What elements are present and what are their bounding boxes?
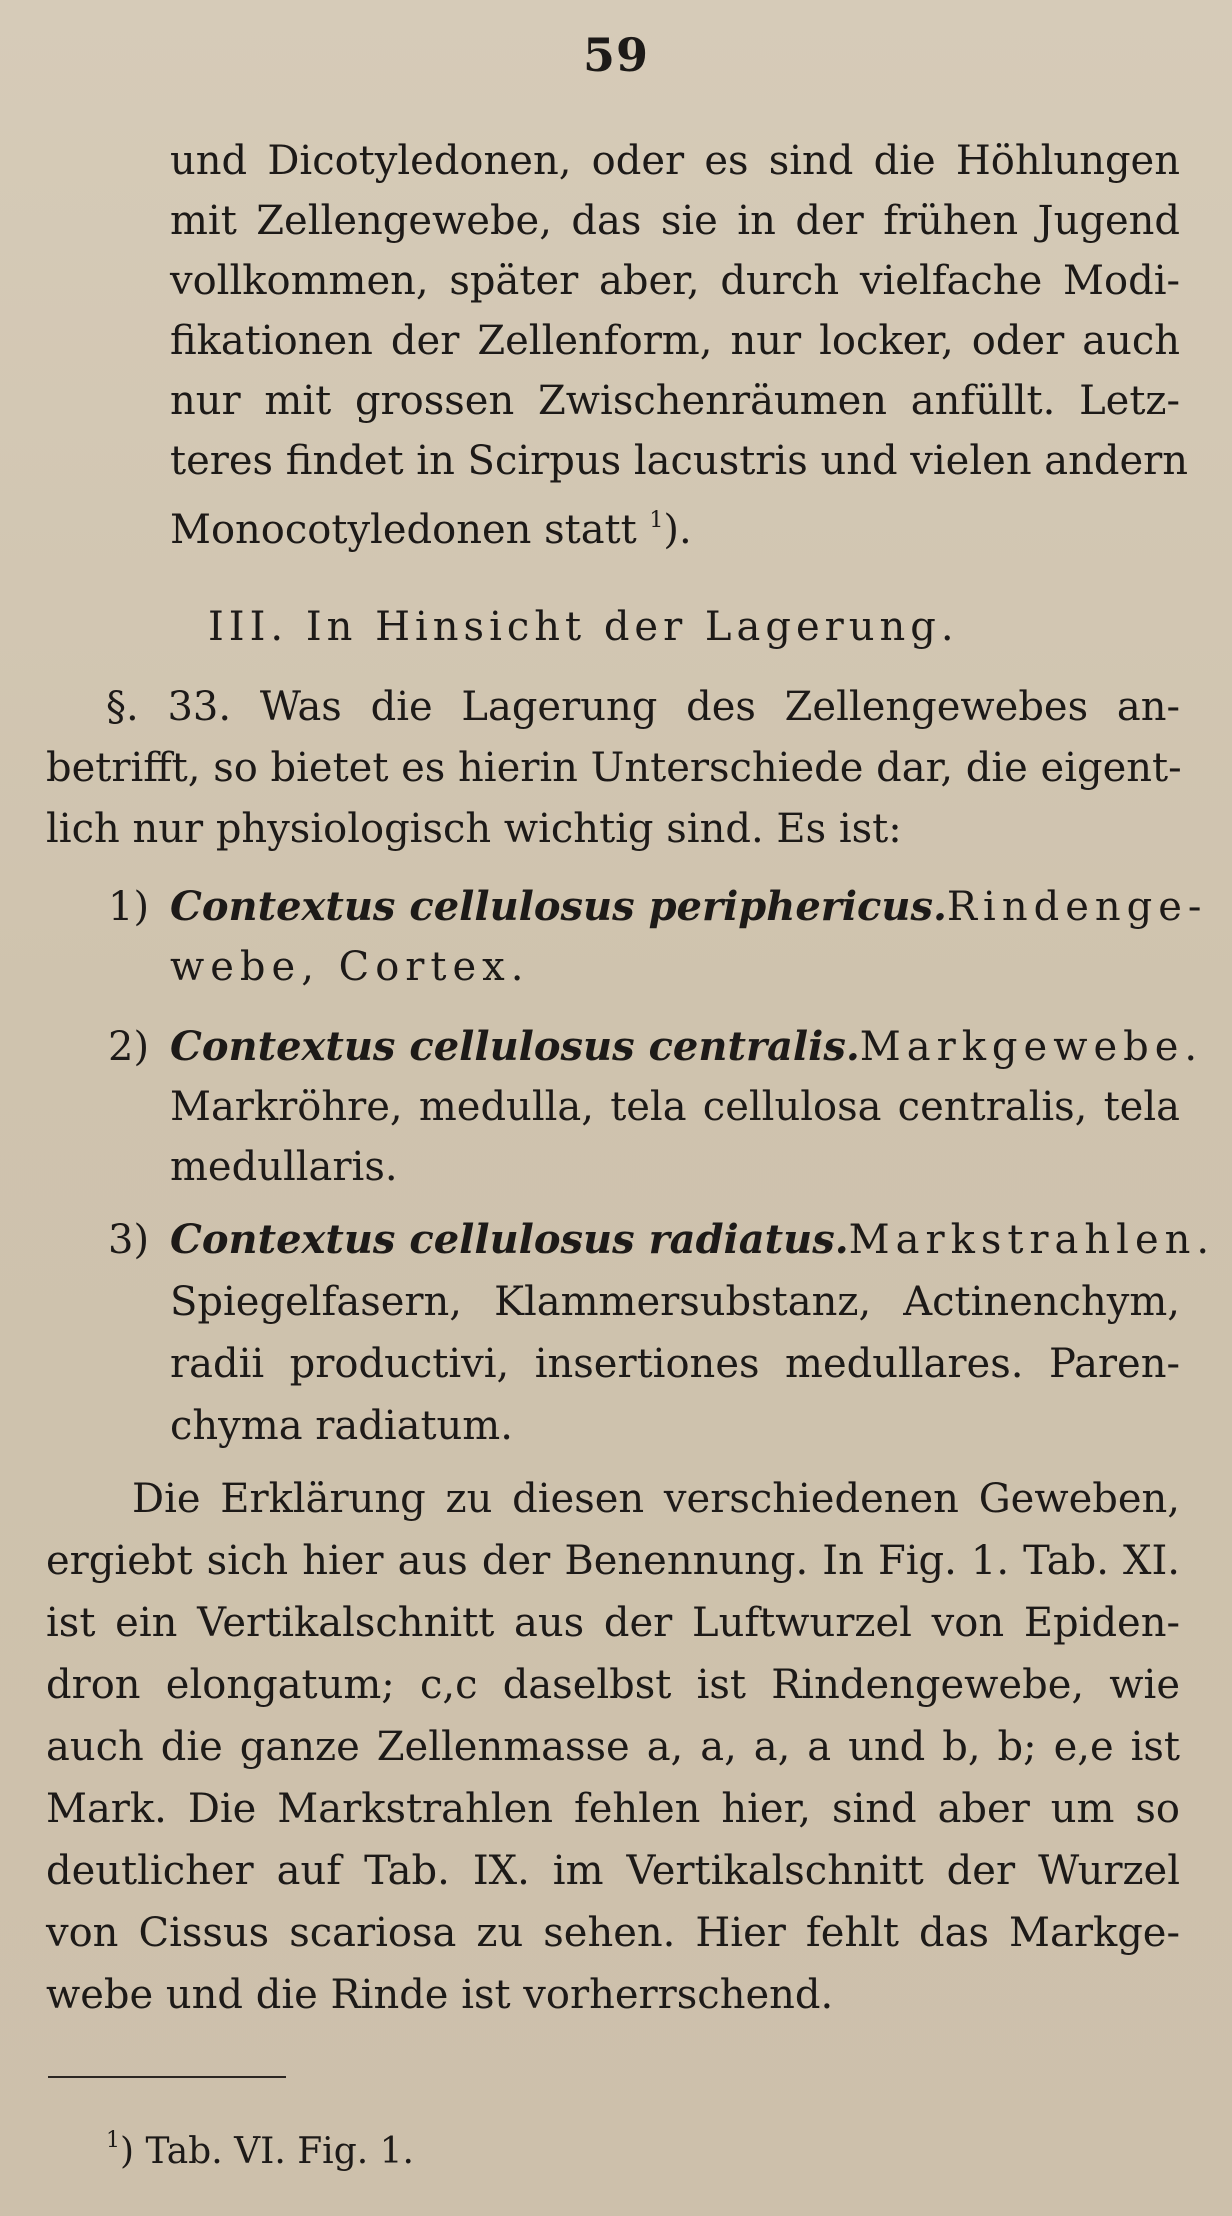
text-line: Markröhre, medulla, tela cellulosa centralis, tela [170, 1084, 1180, 1130]
item-title-line [170, 1017, 1204, 1077]
latin-term: Contextus cellulosus centralis. [170, 1023, 860, 1070]
text-line: webe und die Rinde ist vorherrschend. [46, 1972, 834, 2018]
text-line: deutlicher auf Tab. IX. im Vertikalschnitt der Wurzel [46, 1848, 1180, 1894]
item-title-line [170, 877, 1208, 937]
text-line: fikationen der Zellenform, nur locker, oder auch [170, 318, 1180, 364]
text-line: vollkommen, später aber, durch vielfache Modi- [170, 258, 1180, 304]
text-line: Spiegelfasern, Klammersubstanz, Actinenchym, [170, 1279, 1180, 1325]
text-line: auch die ganze Zellenmasse a, a, a, a und b, b; e,e ist [46, 1724, 1180, 1770]
latin-term: Contextus cellulosus periphericus. [170, 883, 947, 930]
text-line: ergiebt sich hier aus der Benennung. In Fig. 1. Tab. XI. [46, 1538, 1180, 1584]
line-text: Monocotyledonen statt [170, 507, 637, 553]
item-title-line [170, 1210, 1216, 1270]
footnote-ref: 1 [649, 508, 664, 533]
line-tail: ). [663, 507, 692, 553]
german-term: Rindenge- [946, 884, 1208, 930]
footnote [106, 2128, 414, 2172]
text-line: von Cissus scariosa zu sehen. Hier fehlt das Markge- [46, 1910, 1180, 1956]
section-heading: III. In Hinsicht der Lagerung. [208, 604, 959, 650]
text-line: betrifft, so bietet es hierin Unterschiede dar, die eigent- [46, 745, 1182, 791]
text-line: nur mit grossen Zwischenräumen anfüllt. Letz- [170, 378, 1180, 424]
text-line: lich nur physiologisch wichtig sind. Es ist: [46, 806, 902, 852]
text-line: webe, Cortex. [170, 944, 530, 990]
text-line: chyma radiatum. [170, 1403, 513, 1449]
german-term: Markgewebe. [859, 1024, 1204, 1070]
text-line: und Dicotyledonen, oder es sind die Höhlungen [170, 138, 1180, 184]
text-line: teres findet in Scirpus lacustris und vielen andern [170, 438, 1189, 484]
footnote-divider [48, 2076, 286, 2078]
text-line: ist ein Vertikalschnitt aus der Luftwurzel von Epiden- [46, 1600, 1180, 1646]
item-number: 3) [108, 1217, 150, 1263]
german-term: Markstrahlen. [848, 1217, 1216, 1263]
footnote-text: ) Tab. VI. Fig. 1. [120, 2131, 414, 2172]
item-number: 2) [108, 1024, 150, 1070]
text-line: dron elongatum; c,c daselbst ist Rindengewebe, wie [46, 1662, 1180, 1708]
item-number: 1) [108, 884, 150, 930]
text-line: Die Erklärung zu diesen verschiedenen Geweben, [132, 1476, 1180, 1522]
latin-term: Contextus cellulosus radiatus. [170, 1216, 849, 1263]
text-line: §. 33. Was die Lagerung des Zellengewebes an- [106, 684, 1180, 730]
text-line: medullaris. [170, 1144, 398, 1190]
text-line: radii productivi, insertiones medullares. Paren- [170, 1341, 1180, 1387]
text-line: Mark. Die Markstrahlen fehlen hier, sind aber um so [46, 1786, 1180, 1832]
text-line [170, 491, 692, 560]
page-number: 59 [582, 28, 649, 82]
footnote-mark: 1 [106, 2128, 120, 2153]
text-line: mit Zellengewebe, das sie in der frühen Jugend [170, 198, 1180, 244]
